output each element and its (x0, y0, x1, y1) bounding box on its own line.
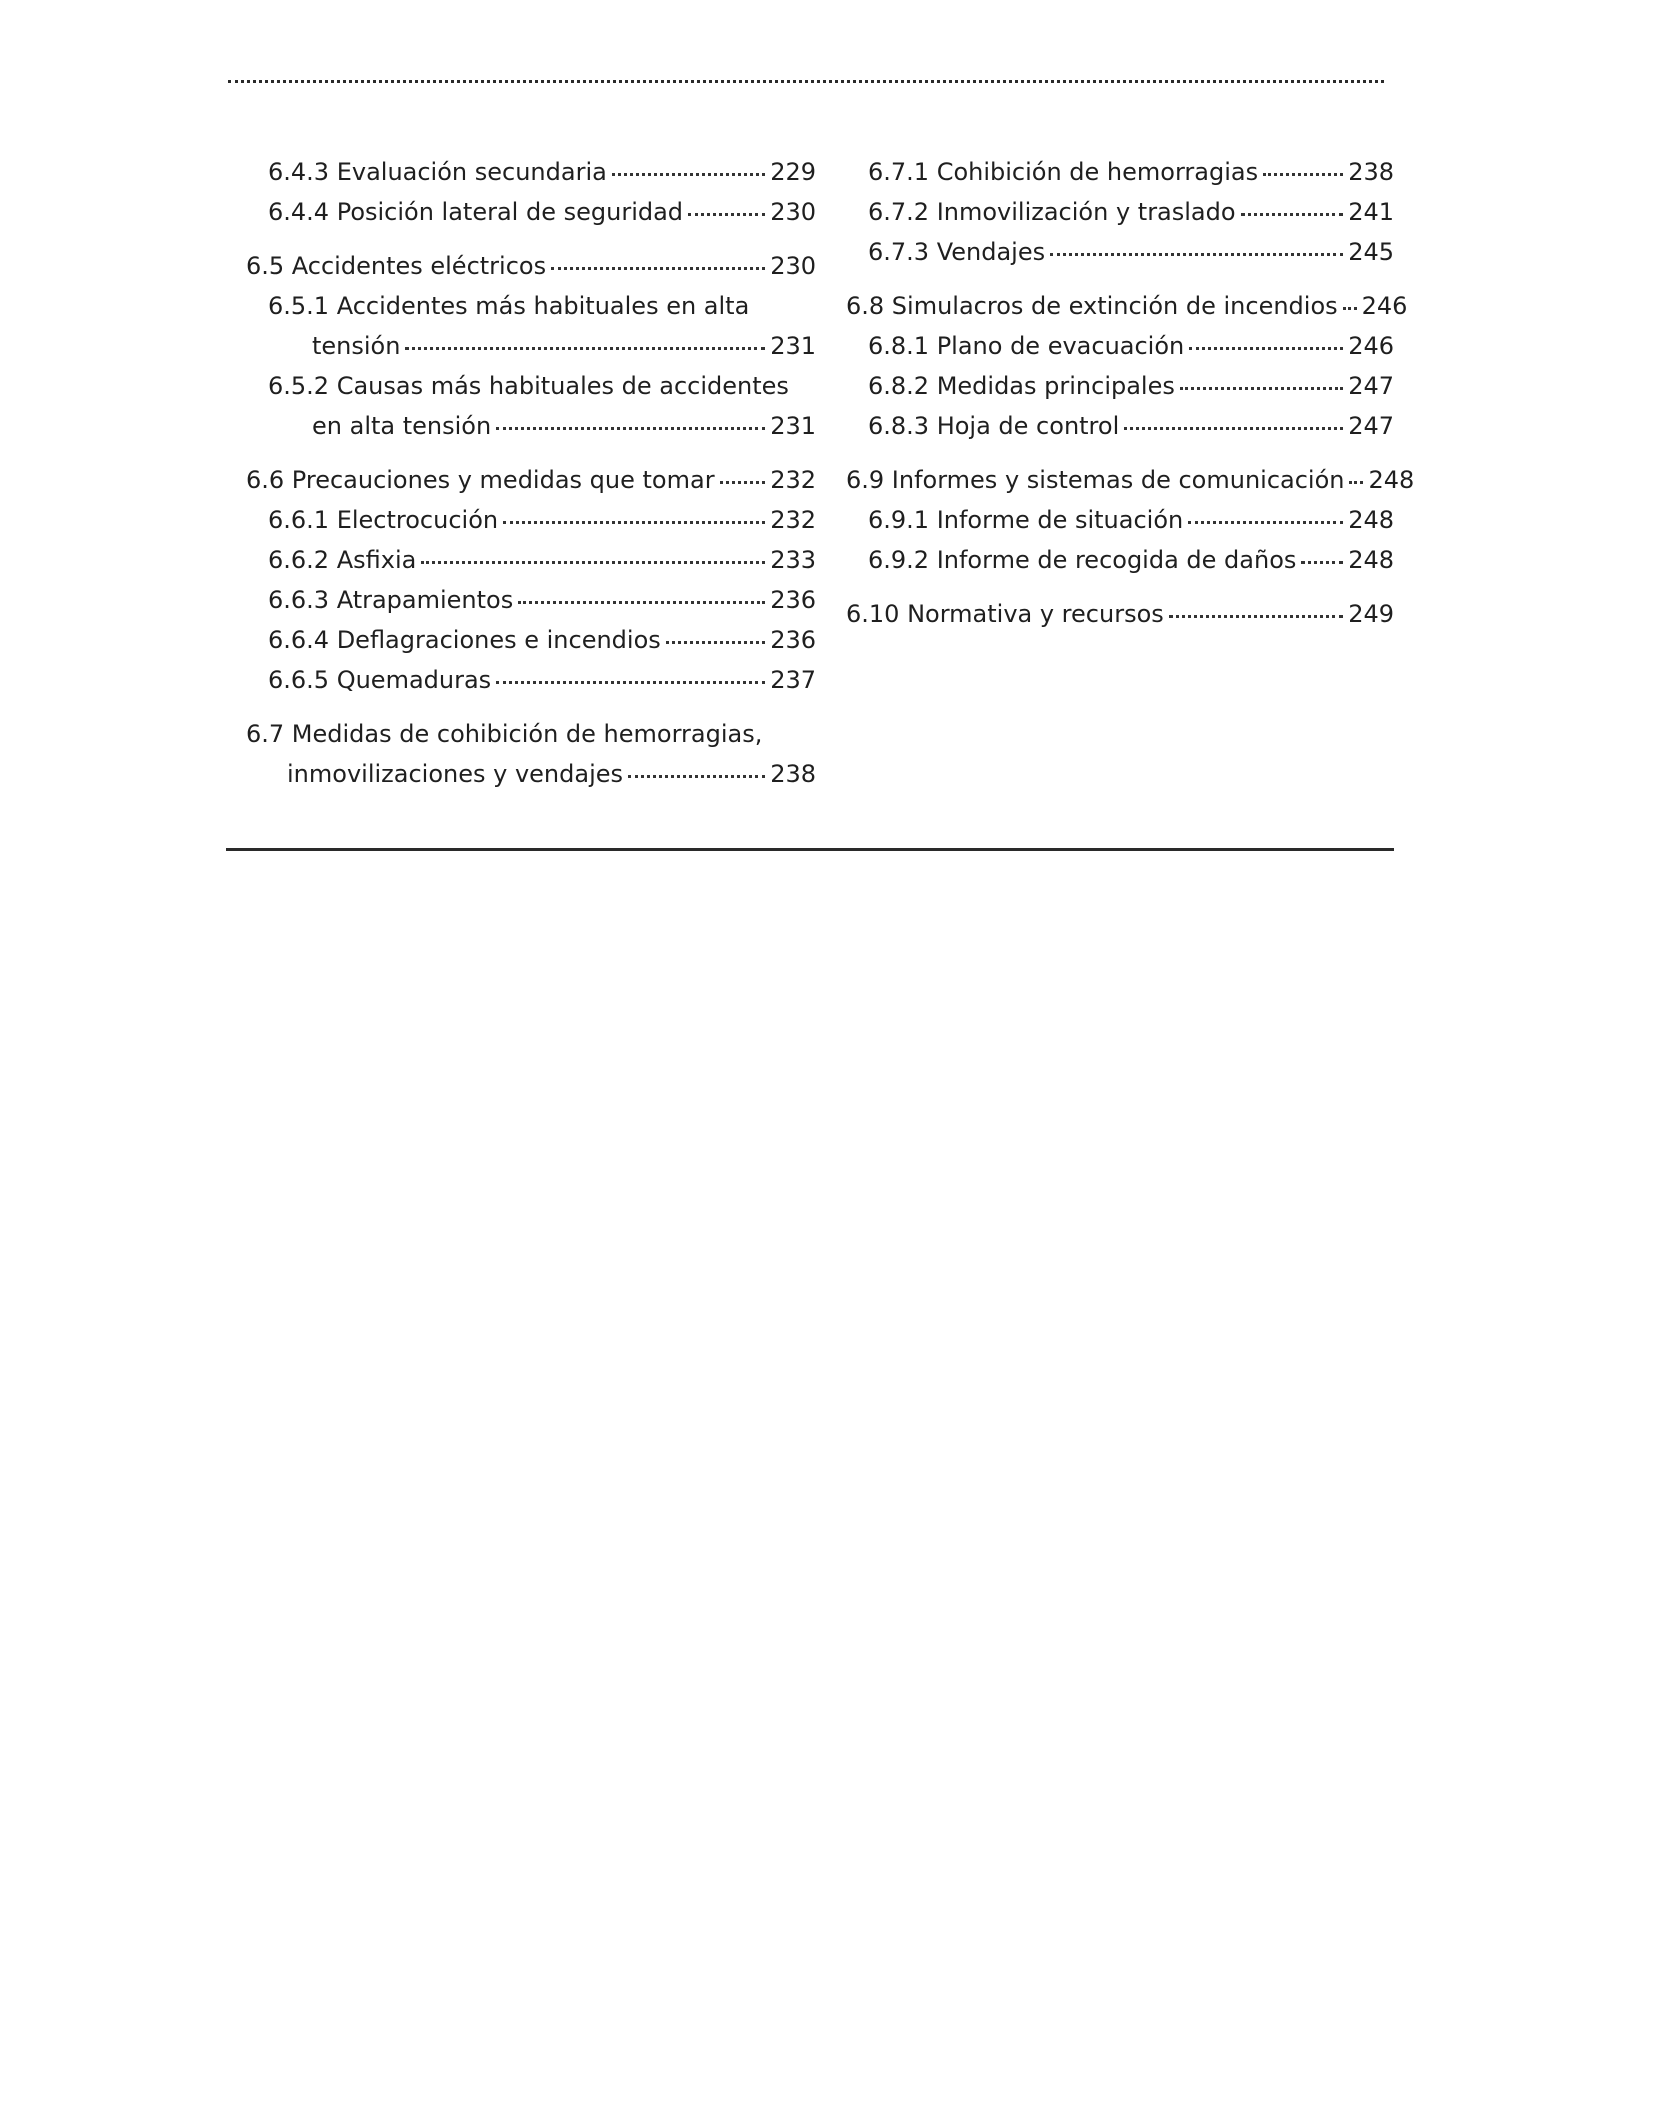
toc-entry-row (868, 366, 1394, 406)
toc-group (246, 714, 816, 794)
toc-subsection-entry[interactable] (846, 326, 1394, 366)
toc-entry-row (846, 286, 1408, 326)
dot-leader (720, 481, 766, 484)
page-number: 247 (1348, 372, 1394, 400)
page-number: 245 (1348, 238, 1394, 266)
toc-subsection-entry[interactable] (846, 192, 1394, 232)
toc-subsection-entry[interactable] (246, 192, 816, 232)
page-number: 247 (1348, 412, 1394, 440)
toc-subsection-entry[interactable] (246, 286, 816, 366)
toc-section-entry[interactable] (846, 286, 1408, 326)
toc-subsection-entry[interactable] (246, 152, 816, 192)
toc-entry-title: 6.7.2 Inmovilización y traslado (868, 198, 1236, 226)
page-number: 248 (1368, 466, 1415, 494)
toc-entry-title: 6.8.2 Medidas principales (868, 372, 1175, 400)
toc-entry-title: 6.8 Simulacros de extinción de incendios (846, 292, 1338, 320)
toc-subsection-entry[interactable] (246, 540, 816, 580)
toc-entry-title: 6.6.1 Electrocución (268, 506, 499, 534)
toc-entry-row (868, 152, 1394, 192)
toc-subsection-entry[interactable] (846, 500, 1394, 540)
page-number: 232 (770, 466, 816, 494)
page-number: 238 (770, 760, 816, 788)
toc-subsection-entry[interactable] (246, 366, 816, 446)
toc-group (246, 246, 816, 446)
dot-leader (518, 601, 765, 604)
toc-group (846, 286, 1408, 446)
dot-leader (1188, 521, 1343, 524)
toc-section-entry[interactable] (246, 246, 816, 286)
toc-subsection-entry[interactable] (246, 580, 816, 620)
toc-entry-title: 6.4.3 Evaluación secundaria (268, 158, 607, 186)
toc-subsection-entry[interactable] (846, 232, 1394, 272)
toc-entry-row (246, 460, 816, 500)
toc-entry-row (868, 406, 1394, 446)
toc-entry-row (246, 754, 816, 794)
toc-column-right (846, 152, 1415, 648)
toc-entry-row (268, 406, 816, 446)
toc-entry-row (268, 192, 816, 232)
page-number: 248 (1348, 506, 1394, 534)
dot-leader (503, 521, 765, 524)
toc-entry-row (246, 246, 816, 286)
toc-entry-title-line: 6.7 Medidas de cohibición de hemorragias, (246, 720, 763, 748)
toc-entry-row (268, 620, 816, 660)
toc-subsection-entry[interactable] (846, 152, 1394, 192)
toc-column-left (246, 152, 816, 808)
toc-entry-row (268, 152, 816, 192)
dot-leader (1050, 253, 1343, 256)
dot-leader (496, 681, 765, 684)
toc-entry-title: 6.9.2 Informe de recogida de daños (868, 546, 1297, 574)
dot-leader (628, 775, 765, 778)
dot-leader (1301, 561, 1343, 564)
toc-entry-title: 6.7.3 Vendajes (868, 238, 1046, 266)
toc-subsection-entry[interactable] (846, 366, 1394, 406)
toc-section-entry[interactable] (246, 460, 816, 500)
toc-entry-row (868, 192, 1394, 232)
toc-group (846, 594, 1394, 634)
toc-entry-title: 6.6 Precauciones y medidas que tomar (246, 466, 715, 494)
toc-entry-title: 6.10 Normativa y recursos (846, 600, 1164, 628)
solid-footer-rule (226, 848, 1394, 851)
dot-leader (405, 347, 765, 350)
dot-leader (1263, 173, 1343, 176)
toc-entry-title: 6.6.5 Quemaduras (268, 666, 492, 694)
toc-entry-row (846, 594, 1394, 634)
page-number: 246 (1361, 292, 1408, 320)
page-number: 236 (770, 586, 816, 614)
toc-entry-row (268, 580, 816, 620)
page-number: 249 (1348, 600, 1394, 628)
toc-entry-title: 6.6.4 Deflagraciones e incendios (268, 626, 661, 654)
page-number: 237 (770, 666, 816, 694)
page-number: 232 (770, 506, 816, 534)
toc-section-entry[interactable] (246, 714, 816, 794)
toc-group (846, 460, 1415, 580)
toc-entry-row (268, 540, 816, 580)
dot-leader (1343, 307, 1357, 310)
toc-subsection-entry[interactable] (846, 406, 1394, 446)
dot-leader (421, 561, 765, 564)
dotted-header-rule (228, 80, 1384, 83)
dot-leader (1124, 427, 1343, 430)
toc-entry-title-line: 6.5.1 Accidentes más habituales en alta (268, 292, 750, 320)
toc-group (846, 152, 1394, 272)
dot-leader (1180, 387, 1343, 390)
toc-entry-title: 6.7.1 Cohibición de hemorragias (868, 158, 1259, 186)
toc-entry-title-line: 6.5.2 Causas más habituales de accidentes (268, 372, 789, 400)
page-number: 230 (770, 252, 816, 280)
toc-entry-title: 6.8.3 Hoja de control (868, 412, 1120, 440)
dot-leader (1189, 347, 1343, 350)
toc-entry-title: 6.8.1 Plano de evacuación (868, 332, 1185, 360)
dot-leader (666, 641, 765, 644)
toc-entry-title: inmovilizaciones y vendajes (287, 760, 623, 788)
page-number: 248 (1348, 546, 1394, 574)
toc-subsection-entry[interactable] (846, 540, 1394, 580)
page-number: 231 (770, 412, 816, 440)
toc-entry-row (868, 326, 1394, 366)
toc-entry-title: tensión (312, 332, 401, 360)
page-number: 229 (770, 158, 816, 186)
page-number: 236 (770, 626, 816, 654)
toc-entry-row (268, 326, 816, 366)
toc-group (246, 152, 816, 232)
toc-subsection-entry[interactable] (246, 620, 816, 660)
page-number: 241 (1348, 198, 1394, 226)
toc-entry-title: 6.9.1 Informe de situación (868, 506, 1184, 534)
page-number: 230 (770, 198, 816, 226)
toc-subsection-entry[interactable] (246, 660, 816, 700)
dot-leader (551, 267, 765, 270)
dot-leader (688, 213, 765, 216)
dot-leader (496, 427, 765, 430)
toc-entry-row (268, 500, 816, 540)
page-number: 246 (1348, 332, 1394, 360)
toc-entry-row (868, 232, 1394, 272)
toc-entry-title: 6.4.4 Posición lateral de seguridad (268, 198, 684, 226)
toc-entry-title: en alta tensión (312, 412, 492, 440)
toc-entry-title: 6.6.3 Atrapamientos (268, 586, 514, 614)
toc-section-entry[interactable] (846, 594, 1394, 634)
page-number: 238 (1348, 158, 1394, 186)
toc-entry-title: 6.9 Informes y sistemas de comunicación (846, 466, 1345, 494)
toc-subsection-entry[interactable] (246, 500, 816, 540)
toc-entry-title: 6.6.2 Asfixia (268, 546, 417, 574)
dot-leader (1349, 481, 1363, 484)
toc-entry-row (868, 540, 1394, 580)
toc-entry-row (846, 460, 1415, 500)
dot-leader (1169, 615, 1343, 618)
toc-entry-row (868, 500, 1394, 540)
dot-leader (612, 173, 765, 176)
toc-entry-title: 6.5 Accidentes eléctricos (246, 252, 547, 280)
dot-leader (1241, 213, 1344, 216)
page-number: 233 (770, 546, 816, 574)
toc-group (246, 460, 816, 700)
toc-entry-row (268, 660, 816, 700)
page-number: 231 (770, 332, 816, 360)
toc-section-entry[interactable] (846, 460, 1415, 500)
